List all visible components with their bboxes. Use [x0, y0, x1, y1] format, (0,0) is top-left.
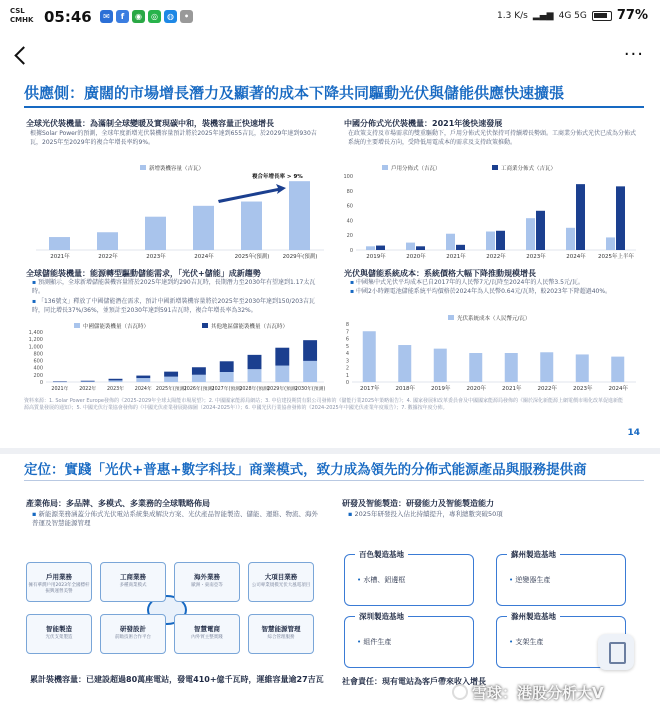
y-tick-label: 100 [343, 174, 353, 180]
y-tick-label: 1,000 [28, 344, 43, 351]
bar [241, 202, 262, 250]
bar [193, 206, 214, 250]
y-tick-label: 600 [33, 358, 43, 365]
x-tick-label: 2021年 [50, 254, 70, 260]
nav-bar [0, 36, 660, 74]
network-type: 4G 5G [558, 10, 587, 21]
bar [97, 232, 118, 250]
x-tick-label: 2017年 [360, 386, 380, 392]
global-storage-bullet-2: ▪ 「136號文」釋放了中國儲能潛在需求，預計中國新增裝機容量將於2025年至2030年達到150/203吉瓦時，同比增長37%/36%，並預計至2030年達到591吉瓦時，複合年增長率為32%。 [32, 298, 322, 315]
x-tick-label: 2019年 [366, 254, 386, 260]
biz-title: 海外業務 [194, 573, 220, 581]
base-title: 百色製造基地 [355, 549, 408, 560]
global-storage-chart [24, 320, 330, 396]
carrier-bottom: CMHK [10, 16, 34, 24]
bar [303, 340, 317, 361]
status-right [497, 8, 648, 23]
biz-title: 智慧能源管理 [261, 625, 301, 633]
bar [566, 228, 575, 250]
x-tick-label: 2022年 [98, 254, 118, 260]
page-number: 14 [627, 428, 640, 438]
y-tick-label: 4 [345, 351, 349, 357]
global-pv-heading: 全球光伏裝機量：為滿制全球變暖及實現碳中和，裝機容量正快速增長 [26, 119, 274, 128]
bar [220, 361, 234, 372]
watermark [452, 682, 604, 703]
bar [366, 246, 375, 250]
y-tick-label: 800 [33, 351, 43, 358]
global-pv-chart [30, 162, 330, 264]
legend-swatch [140, 165, 146, 170]
x-tick-label: 2022年 [486, 254, 506, 260]
biz-title: 工商業務 [120, 573, 146, 581]
cost-heading: 光伏與儲能系統成本：系統價格大幅下降推動規模增長 [344, 269, 536, 278]
rd-bullet: ▪ 2025年研發投入佔比持續提升，專利總數突破50項 [348, 510, 638, 519]
biz-title: 智慧電商 [194, 625, 220, 633]
bar [406, 243, 415, 250]
slide2-title: 定位：實踐「光伏+普惠+數字科技」商業模式，致力成為領先的分佈式能源產品與服務提供商 [24, 462, 587, 478]
document-float-button[interactable] [598, 634, 634, 670]
more-options-icon[interactable]: ··· [623, 44, 644, 65]
x-tick-label: 2022年 [79, 387, 97, 392]
base-suzhou [496, 550, 626, 606]
biz-rd [100, 614, 166, 654]
network-speed: 1.3 K/s [497, 10, 528, 21]
x-tick-label: 2029年(預測) [282, 254, 318, 260]
bar [505, 353, 518, 382]
x-tick-label: 2021年 [502, 386, 522, 392]
x-tick-label: 2029年(預測) [267, 387, 298, 392]
bar [275, 348, 289, 366]
whatsapp-icon: ◎ [148, 10, 161, 23]
bar [496, 231, 505, 250]
signal-icon: ▂▄▆ [532, 10, 554, 21]
bar [145, 217, 166, 250]
global-pv-text: 根據Solar Power的預測，全球年度新增光伏裝機容量預計將於2025年達到655吉瓦，於2029年達到930吉瓦，2025年至2029年的複合年增長率約9%。 [30, 130, 317, 146]
x-tick-label: 2019年 [431, 386, 451, 392]
base-title: 深圳製造基地 [355, 611, 408, 622]
biz-sub: 內外貿主整實踐 [191, 635, 223, 640]
y-tick-label: 0 [349, 248, 353, 254]
y-tick-label: 200 [33, 372, 43, 379]
biz-heading: 產業佈局：多品牌、多模式、多業務的全球戰略佈局 [26, 499, 210, 508]
slide1-title: 供應側：廣闊的市場增長潛力及顯著的成本下降共同驅動光伏與儲能供應快速擴張 [24, 84, 565, 102]
legend-label: 工商業分佈式（吉瓦） [501, 166, 557, 172]
business-layout-diagram [26, 562, 316, 662]
base-item: • 支架生產 [509, 637, 543, 647]
y-tick-label: 7 [345, 329, 349, 336]
x-tick-label: 2024年 [566, 254, 586, 260]
biz-title: 大項目業務 [264, 573, 298, 581]
bar [248, 355, 262, 369]
legend-label: 戶用分佈式（吉瓦） [391, 166, 441, 172]
status-bar [0, 0, 660, 36]
biz-household [26, 562, 92, 602]
x-tick-label: 2025年上半年 [598, 254, 634, 260]
biz-large-project [248, 562, 314, 602]
slide-supply-side [0, 78, 660, 448]
x-tick-label: 2023年 [146, 254, 166, 260]
y-tick-label: 60 [346, 203, 353, 210]
bar [303, 361, 317, 382]
y-tick-label: 0 [345, 380, 349, 386]
x-tick-label: 2030年(預測) [294, 387, 326, 392]
legend-swatch [492, 165, 498, 170]
y-tick-label: 1,400 [28, 330, 43, 336]
china-dg-chart [338, 162, 642, 264]
bar [109, 380, 123, 382]
bar [540, 352, 553, 382]
biz-sub: 光伏支架製造 [45, 635, 73, 640]
biz-energy-mgmt [248, 614, 314, 654]
biz-sub: 公司專業規模光伏大風電項目 [251, 583, 311, 588]
snowball-logo-icon [452, 684, 468, 700]
x-tick-label: 2027年(預測) [211, 387, 242, 392]
y-tick-label: 1 [345, 372, 349, 379]
x-tick-label: 2025年(預測) [234, 254, 270, 260]
y-tick-label: 1,200 [28, 337, 43, 344]
x-tick-label: 2020年 [406, 254, 426, 260]
watermark-text: 雪球：港股分析大V [472, 684, 604, 702]
messenger-icon: ◍ [164, 10, 177, 23]
legend-label: 其他地區儲能裝機量（吉瓦時） [211, 324, 289, 330]
y-tick-label: 20 [346, 233, 353, 240]
source-note: 資料來源：1. Solar Power Europe發佈的《2025-2029年全球太陽能市場展望》；2. 中國國家能源局網站；3. 中信建投期貨有限公司發佈的《儲能行業2025年策略報告》；4. 國家發展和改革委員會及中國國家能源局發佈的《關於深化新能源上網電價市場化改革促進新能源高質量發展的通知》；5. 中國光伏行業協會發佈的《中國光伏產業發展路線圖（2024-2025年）》；6. 中國光伏行業協會發佈的《2024-2025年中國光伏產業年度報告》；7. 數據按年度分佈。 [24, 398, 624, 411]
legend-swatch [382, 165, 388, 170]
battery-icon [592, 11, 612, 21]
wechat-icon: ◉ [132, 10, 145, 23]
clock: 05:46 [44, 8, 92, 26]
more-notifications-icon: • [180, 10, 193, 23]
title-rule [24, 106, 644, 108]
bar [164, 377, 178, 382]
bar [536, 211, 545, 250]
y-tick-label: 5 [345, 343, 349, 350]
x-tick-label: 2023年 [526, 254, 546, 260]
biz-text: ▪ 新能源業務涵蓋分佈式光伏電站系統集成解決方案、光伏產品智能製造、儲能、運維、物流、海外普運及智慧能源管理 [32, 510, 322, 528]
cost-bullet-2: ▪ 中國2小時鋰電池儲能系統平均價格於2024年為人民幣0.64元/瓦時，較2023年下降超過40%。 [350, 288, 640, 297]
bar [616, 186, 625, 250]
bar [363, 331, 376, 382]
bar [136, 376, 150, 379]
biz-sub: 綜合管理服務 [267, 635, 295, 640]
china-dg-heading: 中國分佈式光伏裝機量：2021年後快速發展 [344, 119, 503, 128]
x-tick-label: 2021年 [51, 387, 69, 392]
bar [109, 379, 123, 381]
base-shenzhen [344, 612, 474, 668]
legend-label: 中國儲能裝機量（吉瓦時） [83, 324, 150, 330]
y-tick-label: 3 [345, 358, 349, 365]
y-tick-label: 80 [346, 188, 353, 195]
app-notification-icon: ✉ [100, 10, 113, 23]
bar [248, 369, 262, 382]
y-tick-label: 40 [346, 218, 353, 225]
base-title: 滁州製造基地 [507, 611, 560, 622]
notification-icons [100, 10, 193, 23]
growth-arrow-icon [218, 184, 286, 203]
x-tick-label: 2023年 [106, 387, 125, 392]
bar [289, 181, 310, 250]
biz-title: 智能製造 [46, 625, 72, 633]
bar [192, 367, 206, 375]
bar [486, 232, 495, 251]
title-rule-2 [24, 480, 644, 481]
biz-ecommerce [174, 614, 240, 654]
bar [81, 381, 95, 382]
x-tick-label: 2018年 [395, 386, 415, 392]
base-item: • 水槽、鋁邊框 [357, 575, 405, 585]
y-tick-label: 6 [345, 336, 349, 343]
global-storage-heading: 全球儲能裝機量：能源轉型驅動儲能需求，「光伏+儲能」成新趨勢 [26, 269, 261, 278]
bar [456, 245, 465, 250]
biz-sub: 擁有華潤戶用2023年全國標杆振興運營美譽 [28, 583, 90, 594]
bar [53, 381, 67, 382]
bar [49, 237, 70, 250]
social-responsibility: 社會責任：現有電站為客戶帶來收入增長 [342, 677, 486, 686]
y-tick-label: 8 [345, 322, 349, 328]
bar [416, 246, 425, 250]
x-tick-label: 2024年 [608, 386, 628, 392]
bar [611, 357, 624, 382]
x-tick-label: 2024年 [194, 254, 214, 260]
x-tick-label: 2025年(預測) [155, 387, 187, 392]
bar [576, 354, 589, 382]
legend-label: 新增裝機容量（吉瓦） [149, 166, 205, 172]
biz-sub: 前瞻技術合作平台 [115, 635, 151, 640]
x-tick-label: 2020年 [466, 386, 486, 392]
base-title: 蘇州製造基地 [507, 549, 560, 560]
biz-sub: 多種商業模式 [119, 583, 147, 588]
bar [81, 381, 95, 382]
x-tick-label: 2026年(預測) [183, 387, 215, 392]
biz-overseas [174, 562, 240, 602]
bar [446, 234, 455, 250]
base-item: • 逆變器生產 [509, 575, 550, 585]
slide-positioning [0, 454, 660, 715]
cost-bullet-1: ▪ 中國集中式光伏平均成本已自2017年的人民幣7元/瓦降至2024年的人民幣3.5元/瓦。 [350, 279, 640, 288]
bar [576, 184, 585, 250]
x-tick-label: 2022年 [537, 386, 557, 392]
biz-sub: 歐洲・東南亞等 [191, 583, 223, 588]
rd-heading: 研發及智能製造：研發能力及智能製造能力 [342, 499, 494, 508]
battery-percent: 77% [616, 8, 648, 23]
total-capacity: 累計裝機容量：已建設超過80萬座電站，發電410+億千瓦時，運維容量逾27吉瓦 [30, 675, 324, 684]
biz-title: 研發設計 [120, 625, 146, 633]
legend-swatch [448, 315, 454, 320]
legend-swatch [74, 323, 80, 328]
biz-manufacturing [26, 614, 92, 654]
bar [220, 372, 234, 382]
back-arrow-icon[interactable] [12, 42, 36, 68]
bar [469, 353, 482, 382]
base-item: • 組件生產 [357, 637, 391, 647]
bar [606, 237, 615, 250]
biz-title: 戶用業務 [46, 573, 72, 581]
legend-swatch [202, 323, 208, 328]
y-tick-label: 400 [33, 365, 43, 372]
x-tick-label: 2023年 [573, 386, 593, 392]
callout-label: 複合年增長率 > 9% [252, 174, 303, 180]
legend-label: 光伏系統成本（人民幣元/瓦） [457, 316, 531, 322]
biz-commercial [100, 562, 166, 602]
y-tick-label: 2 [345, 365, 349, 372]
china-dg-text: 在政策支持及市場需求的雙重驅動下，戶用分佈式光伏保持可持續增長勢頭。工商業分佈式光伏已成為分佈式系統的主要增長方向，受降低用電成本的需求及支持政策推動。 [348, 130, 637, 146]
cost-chart [338, 312, 642, 396]
bar [192, 375, 206, 382]
bar [275, 366, 289, 382]
base-baise [344, 550, 474, 606]
x-tick-label: 2028年(預測) [239, 387, 270, 392]
bar [526, 218, 535, 250]
bar [434, 349, 447, 382]
global-storage-bullet-1: ▪ 預測顯示，全球新增儲能裝機容量將於2025年達到約290吉瓦時，長期潛力至2030年有望達到1.17太瓦時。 [32, 279, 322, 296]
carrier-top: CSL [10, 7, 25, 15]
bar [376, 246, 385, 250]
facebook-icon: f [116, 10, 129, 23]
x-tick-label: 2021年 [446, 254, 466, 260]
carrier-label [10, 7, 33, 25]
bar [164, 372, 178, 377]
bar [136, 378, 150, 382]
x-tick-label: 2024年 [134, 387, 152, 392]
bar [398, 345, 411, 382]
y-tick-label: 0 [39, 380, 43, 386]
